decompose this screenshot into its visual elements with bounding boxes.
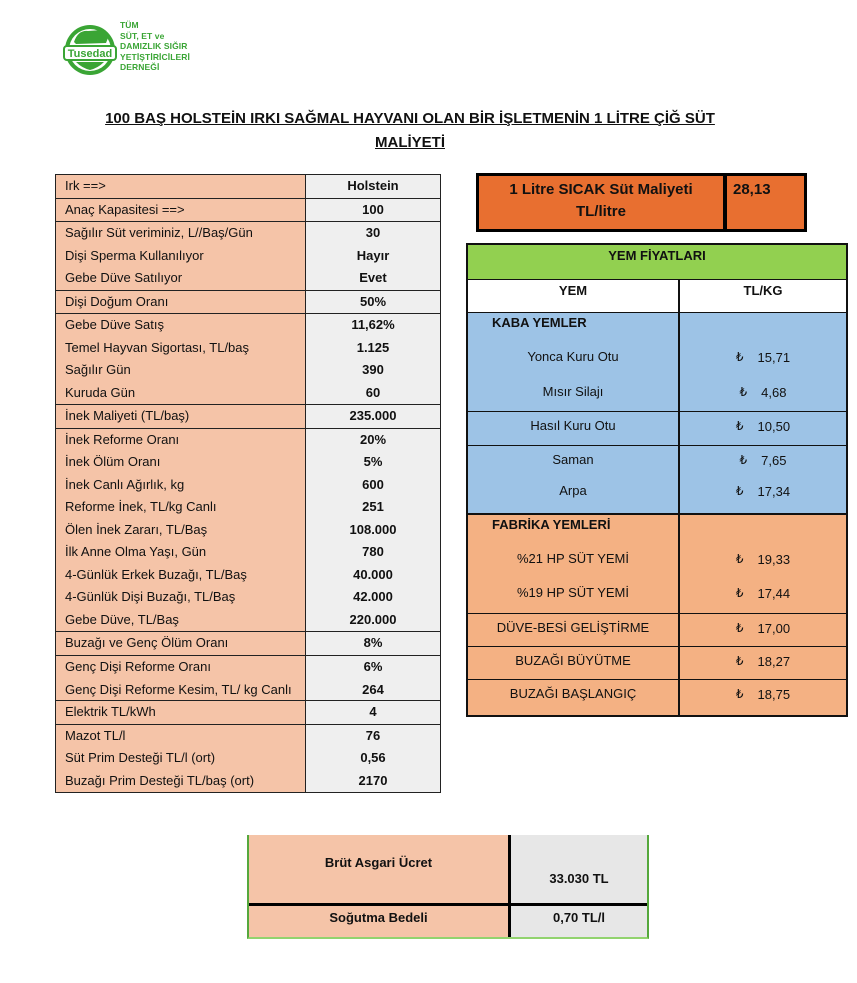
logo-line: SÜT, ET ve bbox=[120, 30, 165, 41]
feed-section-empty bbox=[680, 515, 846, 545]
parameter-row bbox=[56, 175, 440, 198]
parameter-value: 5% bbox=[306, 451, 440, 474]
logo-line: YETİŞTİRİCİLERİ bbox=[120, 51, 190, 62]
feed-name: Mısır Silajı bbox=[468, 378, 680, 411]
parameter-value: Hayır bbox=[306, 245, 440, 268]
cooling-value: 0,70 TL/l bbox=[508, 906, 647, 937]
feed-row bbox=[468, 613, 846, 646]
parameter-row bbox=[56, 678, 440, 700]
feed-price-value: 17,00 bbox=[757, 621, 791, 636]
lira-currency-icon: ₺ bbox=[735, 350, 744, 364]
parameter-value: 30 bbox=[306, 222, 440, 245]
milk-cost-label-line1: 1 Litre SICAK Süt Maliyeti bbox=[509, 181, 693, 198]
parameter-value: 780 bbox=[306, 541, 440, 564]
feed-price-value: 4,68 bbox=[761, 385, 787, 400]
labor-cooling-table bbox=[247, 835, 649, 939]
logo-brand-text: Tusedad bbox=[67, 48, 113, 60]
feed-name: Saman bbox=[468, 446, 680, 477]
parameter-value: 6% bbox=[306, 656, 440, 679]
feed-row bbox=[468, 579, 846, 613]
parameter-row bbox=[56, 359, 440, 382]
feed-prices-body bbox=[468, 313, 846, 715]
feed-row bbox=[468, 411, 846, 445]
parameter-label: Süt Prim Desteği TL/l (ort) bbox=[56, 747, 306, 770]
feed-price-wrap bbox=[736, 654, 790, 669]
lira-currency-icon: ₺ bbox=[735, 687, 744, 701]
feed-price bbox=[680, 647, 846, 679]
page-title bbox=[50, 107, 770, 155]
feed-price-value: 18,27 bbox=[757, 654, 791, 669]
feed-row bbox=[468, 545, 846, 579]
concentrate-section-header bbox=[468, 513, 846, 545]
parameter-label: Anaç Kapasitesi ==> bbox=[56, 199, 306, 222]
parameter-value: 8% bbox=[306, 632, 440, 655]
parameter-label: İnek Canlı Ağırlık, kg bbox=[56, 474, 306, 497]
feed-price-wrap bbox=[736, 586, 790, 601]
feed-price bbox=[680, 343, 846, 378]
lira-currency-icon: ₺ bbox=[739, 385, 748, 399]
parameter-label: Mazot TL/l bbox=[56, 725, 306, 748]
feed-price bbox=[680, 680, 846, 715]
parameter-value: 40.000 bbox=[306, 564, 440, 587]
cow-badge-icon bbox=[62, 18, 118, 78]
parameter-label: Elektrik TL/kWh bbox=[56, 701, 306, 724]
parameter-row bbox=[56, 404, 440, 428]
parameter-value: 0,56 bbox=[306, 747, 440, 770]
milk-cost-label-line2: TL/litre bbox=[575, 203, 626, 220]
table-row bbox=[249, 903, 647, 937]
parameter-row bbox=[56, 451, 440, 474]
parameter-row bbox=[56, 564, 440, 587]
parameter-label: Gebe Düve, TL/Baş bbox=[56, 609, 306, 632]
parameter-row bbox=[56, 221, 440, 245]
feed-price bbox=[680, 446, 846, 477]
parameter-value: 600 bbox=[306, 474, 440, 497]
parameter-label: Irk ==> bbox=[56, 175, 306, 198]
feed-price-value: 18,75 bbox=[757, 687, 791, 702]
milk-cost-label bbox=[479, 176, 723, 229]
parameter-label: İnek Ölüm Oranı bbox=[56, 451, 306, 474]
wage-value: 33.030 TL bbox=[508, 835, 647, 903]
wage-label: Brüt Asgari Ücret bbox=[249, 835, 508, 903]
feed-price bbox=[680, 614, 846, 646]
feed-price-value: 15,71 bbox=[757, 350, 791, 365]
parameter-row bbox=[56, 770, 440, 793]
page-title-line1: 100 BAŞ HOLSTEİN IRKI SAĞMAL HAYVANI OLAN BİR İŞLETMENİN 1 LİTRE ÇİĞ SÜT bbox=[105, 110, 715, 127]
feed-row bbox=[468, 343, 846, 378]
parameters-table bbox=[55, 174, 441, 793]
feed-price-wrap bbox=[736, 350, 790, 365]
parameter-label: Ölen İnek Zararı, TL/Baş bbox=[56, 519, 306, 542]
feed-row bbox=[468, 378, 846, 411]
parameter-row bbox=[56, 245, 440, 268]
parameter-label: 4-Günlük Dişi Buzağı, TL/Baş bbox=[56, 586, 306, 609]
parameter-label: Genç Dişi Reforme Kesim, TL/ kg Canlı bbox=[56, 678, 306, 700]
feed-price bbox=[680, 477, 846, 513]
parameter-value: 235.000 bbox=[306, 405, 440, 428]
lira-currency-icon: ₺ bbox=[735, 621, 744, 635]
parameter-label: Kuruda Gün bbox=[56, 382, 306, 405]
column-header-price: TL/KG bbox=[743, 283, 783, 298]
milk-cost-result bbox=[476, 173, 807, 232]
parameter-value: 4 bbox=[306, 701, 440, 724]
lira-currency-icon: ₺ bbox=[739, 453, 748, 467]
feed-section-empty bbox=[680, 313, 846, 343]
feed-name: BUZAĞI BAŞLANGIÇ bbox=[468, 680, 680, 715]
parameter-value: 42.000 bbox=[306, 586, 440, 609]
feed-price-wrap bbox=[736, 687, 790, 702]
feed-section-title: FABRİKA YEMLERİ bbox=[468, 515, 680, 545]
feed-price bbox=[680, 378, 846, 411]
parameter-value: 20% bbox=[306, 429, 440, 452]
milk-cost-value: 28,13 bbox=[727, 176, 804, 229]
parameter-label: Sağılır Gün bbox=[56, 359, 306, 382]
lira-currency-icon: ₺ bbox=[735, 552, 744, 566]
parameter-label: Dişi Doğum Oranı bbox=[56, 291, 306, 314]
parameter-row bbox=[56, 631, 440, 655]
parameter-row bbox=[56, 519, 440, 542]
logo-line: DERNEĞİ bbox=[120, 62, 160, 72]
parameter-value: Holstein bbox=[306, 175, 440, 198]
parameter-value: 264 bbox=[306, 678, 440, 700]
parameter-label: Gebe Düve Satılıyor bbox=[56, 267, 306, 290]
feed-row bbox=[468, 445, 846, 477]
parameter-value: 251 bbox=[306, 496, 440, 519]
parameter-value: 11,62% bbox=[306, 314, 440, 337]
feed-price-wrap bbox=[740, 453, 787, 468]
parameter-label: Sağılır Süt veriminiz, L//Baş/Gün bbox=[56, 222, 306, 245]
feed-price-wrap bbox=[736, 621, 790, 636]
feed-price-value: 19,33 bbox=[757, 552, 791, 567]
parameter-value: 60 bbox=[306, 382, 440, 405]
parameter-label: Temel Hayvan Sigortası, TL/baş bbox=[56, 337, 306, 360]
lira-currency-icon: ₺ bbox=[735, 654, 744, 668]
feed-row bbox=[468, 646, 846, 679]
feed-prices-title: YEM FİYATLARI bbox=[468, 245, 846, 280]
parameter-value: Evet bbox=[306, 267, 440, 290]
feed-price-wrap bbox=[740, 385, 787, 400]
parameter-row bbox=[56, 609, 440, 632]
feed-price-value: 7,65 bbox=[761, 453, 787, 468]
parameter-row bbox=[56, 474, 440, 497]
parameter-row bbox=[56, 655, 440, 679]
feed-price-value: 10,50 bbox=[757, 419, 791, 434]
cooling-label: Soğutma Bedeli bbox=[249, 906, 508, 937]
parameter-label: Reforme İnek, TL/kg Canlı bbox=[56, 496, 306, 519]
feed-name: %21 HP SÜT YEMİ bbox=[468, 545, 680, 579]
parameter-row bbox=[56, 496, 440, 519]
parameter-label: Dişi Sperma Kullanılıyor bbox=[56, 245, 306, 268]
feed-name: Yonca Kuru Otu bbox=[468, 343, 680, 378]
feed-price-value: 17,44 bbox=[757, 586, 791, 601]
parameter-label: Buzağı ve Genç Ölüm Oranı bbox=[56, 632, 306, 655]
parameter-value: 100 bbox=[306, 199, 440, 222]
parameter-label: Gebe Düve Satış bbox=[56, 314, 306, 337]
feed-price bbox=[680, 412, 846, 445]
parameter-value: 220.000 bbox=[306, 609, 440, 632]
tusedad-logo bbox=[62, 18, 222, 80]
feed-price-wrap bbox=[736, 484, 790, 499]
parameter-row bbox=[56, 541, 440, 564]
feed-name: Hasıl Kuru Otu bbox=[468, 412, 680, 445]
parameter-value: 76 bbox=[306, 725, 440, 748]
feed-price bbox=[680, 579, 846, 613]
feed-name: BUZAĞI BÜYÜTME bbox=[468, 647, 680, 679]
parameter-value: 108.000 bbox=[306, 519, 440, 542]
feed-name: %19 HP SÜT YEMİ bbox=[468, 579, 680, 613]
parameter-row bbox=[56, 747, 440, 770]
parameter-label: İnek Maliyeti (TL/baş) bbox=[56, 405, 306, 428]
table-row bbox=[249, 835, 647, 903]
parameter-row bbox=[56, 267, 440, 290]
parameter-row bbox=[56, 313, 440, 337]
parameter-row bbox=[56, 198, 440, 222]
roughage-section-header bbox=[468, 313, 846, 343]
parameter-value: 1.125 bbox=[306, 337, 440, 360]
feed-price-wrap bbox=[736, 419, 790, 434]
feed-section-title: KABA YEMLER bbox=[468, 313, 680, 343]
feed-row bbox=[468, 679, 846, 715]
parameter-row bbox=[56, 290, 440, 314]
parameter-row bbox=[56, 337, 440, 360]
page-title-line2: MALİYETİ bbox=[375, 134, 445, 151]
lira-currency-icon: ₺ bbox=[735, 586, 744, 600]
parameter-value: 50% bbox=[306, 291, 440, 314]
lira-currency-icon: ₺ bbox=[735, 484, 744, 498]
logo-org-name bbox=[120, 20, 190, 73]
feed-prices-column-headers bbox=[468, 280, 846, 313]
parameter-value: 390 bbox=[306, 359, 440, 382]
parameter-label: İlk Anne Olma Yaşı, Gün bbox=[56, 541, 306, 564]
parameter-label: Buzağı Prim Desteği TL/baş (ort) bbox=[56, 770, 306, 793]
parameter-label: İnek Reforme Oranı bbox=[56, 429, 306, 452]
feed-name: DÜVE-BESİ GELİŞTİRME bbox=[468, 614, 680, 646]
feed-name: Arpa bbox=[468, 477, 680, 513]
parameter-row bbox=[56, 382, 440, 405]
feed-price-wrap bbox=[736, 552, 790, 567]
column-header-feed: YEM bbox=[468, 280, 680, 312]
feed-price bbox=[680, 545, 846, 579]
feed-prices-table bbox=[466, 243, 848, 717]
feed-price-value: 17,34 bbox=[757, 484, 791, 499]
parameter-value: 2170 bbox=[306, 770, 440, 793]
parameter-label: 4-Günlük Erkek Buzağı, TL/Baş bbox=[56, 564, 306, 587]
parameter-label: Genç Dişi Reforme Oranı bbox=[56, 656, 306, 679]
logo-line: TÜM bbox=[120, 20, 139, 30]
parameter-row bbox=[56, 724, 440, 748]
parameter-row bbox=[56, 700, 440, 724]
logo-line: DAMIZLIK SIĞIR bbox=[120, 41, 188, 51]
lira-currency-icon: ₺ bbox=[735, 419, 744, 433]
feed-row bbox=[468, 477, 846, 513]
parameter-row bbox=[56, 428, 440, 452]
parameter-row bbox=[56, 586, 440, 609]
